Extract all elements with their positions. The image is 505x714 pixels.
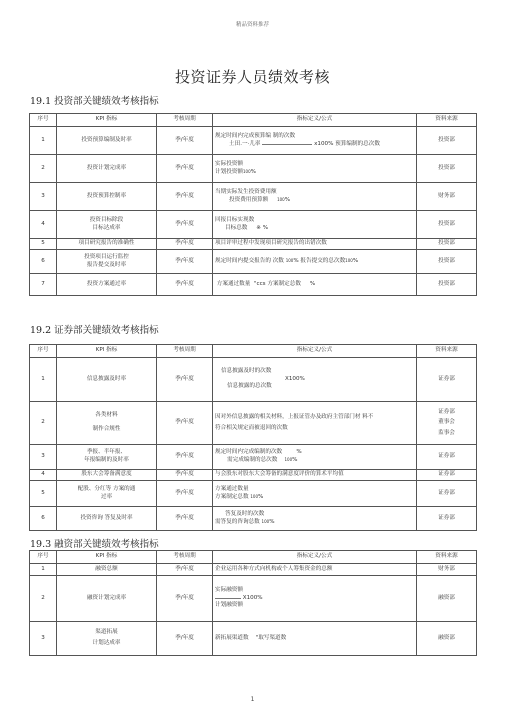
formula: 方案通过数量 "ccs 方案制定总数 % (213, 274, 417, 296)
formula-line: 规定时间内提交报告的 次数 (215, 257, 284, 264)
source: 融资部 (417, 622, 477, 656)
kpi-name: 投资预算控制率 (57, 183, 157, 211)
formula-line: % (309, 280, 316, 287)
formula-line: x100% 预算编制的总次数 (314, 140, 380, 147)
formula-line: 答复及时的次数 (225, 510, 265, 517)
formula-line: 回报目标实现数 (215, 216, 255, 223)
source: 投资部 (417, 211, 477, 239)
period: 季/年度 (157, 211, 213, 239)
formula-line: 计划投资额 (215, 168, 243, 175)
source: 投资部 (417, 127, 477, 155)
period: 季/年度 (157, 155, 213, 183)
kpi-line: 过率 (100, 493, 113, 500)
source: 证券部 (417, 470, 477, 481)
kpi-line: 投资项目运行监控 (84, 253, 129, 260)
source-line: 证券部 (438, 408, 455, 415)
formula-line: % (296, 449, 302, 456)
header-kpi: KPI 指标 (57, 551, 157, 564)
table-row (30, 358, 477, 402)
row-no: 3 (30, 445, 57, 470)
source: 证券部 (417, 358, 477, 402)
header-period: 考核周期 (157, 114, 213, 127)
formula (213, 481, 417, 507)
formula (213, 576, 417, 622)
formula-line: 因对外信息披露的相关材料，上报证管办及政府主管部门材 料不 (215, 413, 374, 420)
table-row (30, 402, 477, 445)
kpi-line: 目标达成率 (92, 224, 121, 231)
formula-line: 投资费用预算额 (229, 196, 269, 203)
table-row (30, 127, 477, 155)
formula (213, 507, 417, 531)
kpi-line: 渠道拓展 (95, 629, 118, 636)
period: 季/年度 (157, 470, 213, 481)
row-no: 5 (30, 481, 57, 507)
formula-line: % (250, 168, 256, 175)
row-no: 6 (30, 507, 57, 531)
source: 财务部 (417, 183, 477, 211)
kpi-name (57, 402, 157, 445)
kpi-line: 季报、半年报、 (86, 449, 127, 456)
table-row (30, 576, 477, 622)
source: 证券部 (417, 507, 477, 531)
period: 季/年度 (157, 402, 213, 445)
header-no: 序号 (30, 345, 57, 358)
formula-line: 信息披露及时的次数 (221, 368, 272, 375)
formula-sub: 100 (285, 257, 294, 263)
formula-sub: 100 (250, 493, 258, 499)
formula-line: 实际投资额 (215, 160, 243, 167)
formula (213, 127, 417, 155)
formula-line: 规定时间内完成编制的次数 (215, 449, 283, 456)
formula (213, 445, 417, 470)
header-formula: 指标定义/公式 (213, 345, 417, 358)
formula-line: % (292, 457, 298, 463)
row-no: 1 (30, 127, 57, 155)
header-source: 资料来源 (417, 114, 477, 127)
formula: 新拓展渠道数 "取写渠道数 (213, 622, 417, 656)
formula-line: 计划融资额 (215, 602, 243, 609)
header-source: 资料来源 (417, 345, 477, 358)
table-row (30, 239, 477, 250)
period: 季/年度 (157, 250, 213, 274)
period: 季/年度 (157, 358, 213, 402)
formula-line: 方案通过数量 (215, 485, 249, 492)
top-note: 精品资料推荐 (235, 22, 269, 28)
securities-kpi-table (29, 344, 477, 531)
kpi-name: 投资计划完成率 (57, 155, 157, 183)
source: 投资部 (417, 239, 477, 250)
table-row (30, 622, 477, 656)
header-source: 资料来源 (417, 551, 477, 564)
table-header-row (30, 345, 477, 358)
row-no: 3 (30, 183, 57, 211)
kpi-line: 计划达成率 (92, 640, 121, 646)
row-no: 3 (30, 622, 57, 656)
source: 投资部 (417, 155, 477, 183)
formula-line: X100% (285, 375, 305, 382)
formula-line: 需答复的咨询总数 (215, 518, 260, 525)
table-row (30, 507, 477, 531)
source: 投资部 (417, 274, 477, 296)
table-row (30, 481, 477, 507)
section-heading-investment: 19.1 投资部关键绩效考核指标 (30, 96, 159, 107)
period: 季/年度 (157, 274, 213, 296)
table-header-row (30, 114, 477, 127)
kpi-line: 年报编制的及时率 (84, 457, 129, 463)
table-row (30, 445, 477, 470)
formula (213, 402, 417, 445)
source: 融资部 (417, 576, 477, 622)
header-no: 序号 (30, 114, 57, 127)
period: 季/年度 (157, 445, 213, 470)
formula (213, 358, 417, 402)
formula-line: 规定时间内完成预算编 制的次数 (215, 132, 296, 139)
kpi-name: 股东大会筹备满意度 (57, 470, 157, 481)
formula-line: 方案制定总数 (267, 280, 301, 287)
kpi-line: 配股、分红等 方案的通 (77, 485, 136, 492)
section-heading-securities: 19.2 证券部关键绩效考核指标 (30, 325, 159, 336)
header-period: 考核周期 (157, 345, 213, 358)
table-row (30, 155, 477, 183)
formula-line: % (352, 257, 359, 264)
kpi-name: 融资计划完成率 (57, 576, 157, 622)
formula-line: 当期实际发生投资费用额 (215, 188, 277, 195)
header-kpi: KPI 指标 (57, 114, 157, 127)
kpi-line: 投资目标除段 (89, 216, 124, 223)
period: 季/年度 (157, 239, 213, 250)
source: 投资部 (417, 250, 477, 274)
row-no: 5 (30, 239, 57, 250)
row-no: 2 (30, 402, 57, 445)
page-number: 1 (250, 696, 255, 703)
table-row (30, 211, 477, 239)
period: 季/年度 (157, 576, 213, 622)
row-no: 6 (30, 250, 57, 274)
formula (213, 211, 417, 239)
row-no: 2 (30, 576, 57, 622)
formula-line: 方案制定总数 (215, 493, 249, 500)
formula-line: % (258, 493, 264, 500)
formula (213, 155, 417, 183)
kpi-name (57, 481, 157, 507)
header-kpi: KPI 指标 (57, 345, 157, 358)
formula (213, 183, 417, 211)
period: 季/年度 (157, 127, 213, 155)
formula-line: 符合相关规定而被退回的次数 (215, 424, 288, 431)
source (417, 402, 477, 445)
formula-line: 信息披露的总次数 (227, 383, 272, 390)
period: 季/年度 (157, 622, 213, 656)
table-row (30, 183, 477, 211)
formula-line: 新拓展渠道数 (215, 634, 249, 641)
formula-line: % 报告提交的总次数 (293, 257, 346, 264)
header-formula: 指标定义/公式 (213, 114, 417, 127)
formula-line: % (284, 196, 291, 203)
source-line: 董事会 (438, 419, 455, 426)
formula-line: % (262, 224, 269, 231)
kpi-line: 报告提交及时率 (86, 261, 127, 268)
page-title: 投资证券人员绩效考核 (174, 68, 330, 86)
formula-sub: 100 (261, 518, 270, 524)
row-no: 4 (30, 470, 57, 481)
table-header-row (30, 551, 477, 564)
kpi-line: 各类材料 (95, 412, 118, 419)
formula-line: ※ (256, 224, 261, 231)
header-period: 考核周期 (157, 551, 213, 564)
section-heading-financing: 19.3 融资部关键绩效考核指标 (30, 539, 159, 550)
formula-line: 取写渠道数 (258, 634, 287, 641)
source: 财务部 (417, 564, 477, 576)
formula-sub: 100 (345, 257, 353, 263)
financing-kpi-table (29, 550, 477, 656)
row-no: 7 (30, 274, 57, 296)
formula: 项目评审过程中发现项目研究报告的出错次数 (213, 239, 417, 250)
formula-line: 实际融资额 (215, 587, 243, 594)
formula-sub: 100 (242, 168, 251, 174)
formula-line: ccs (256, 280, 266, 287)
period: 季/年度 (157, 564, 213, 576)
investment-kpi-table (29, 113, 477, 296)
kpi-name: 项目研究报告的准确性 (57, 239, 157, 250)
kpi-name: 融资总额 (57, 564, 157, 576)
table-row (30, 564, 477, 576)
table-row (30, 470, 477, 481)
source-line: 监事会 (438, 429, 455, 436)
source: 证券部 (417, 481, 477, 507)
formula-line: 方案通过数量 (216, 280, 251, 287)
period: 季/年度 (157, 507, 213, 531)
formula-line: 需完成编制的总次数 (227, 457, 278, 463)
formula-line: X100% (242, 594, 263, 601)
row-no: 1 (30, 564, 57, 576)
row-no: 4 (30, 211, 57, 239)
row-no: 2 (30, 155, 57, 183)
kpi-name: 投资方案通过率 (57, 274, 157, 296)
table-row (30, 250, 477, 274)
kpi-line: 制作合规性 (92, 426, 121, 432)
formula (213, 250, 417, 274)
kpi-name: 信息披露及时率 (57, 358, 157, 402)
header-formula: 指标定义/公式 (213, 551, 417, 564)
kpi-name: 投资预算编制及时率 (57, 127, 157, 155)
kpi-name (57, 622, 157, 656)
formula-sub: 100 (284, 457, 293, 462)
formula-line: 土田.一·儿率 (229, 140, 261, 147)
period: 季/年度 (157, 481, 213, 507)
formula-sub: 100 (277, 196, 285, 202)
kpi-name (57, 211, 157, 239)
kpi-name (57, 445, 157, 470)
formula: 企业运用各种方式向机构或个人筹集资金的总额 (213, 564, 417, 576)
header-no: 序号 (30, 551, 57, 564)
kpi-name: 投资咨询 答复及时率 (57, 507, 157, 531)
formula-line: 目标总数 (225, 224, 248, 231)
period: 季/年度 (157, 183, 213, 211)
kpi-name (57, 250, 157, 274)
source: 证券部 (417, 445, 477, 470)
formula-line: % (269, 518, 275, 525)
formula: 与会股东对股东大会筹备的满意度评价的算术平均值 (213, 470, 417, 481)
table-row (30, 274, 477, 296)
row-no: 1 (30, 358, 57, 402)
